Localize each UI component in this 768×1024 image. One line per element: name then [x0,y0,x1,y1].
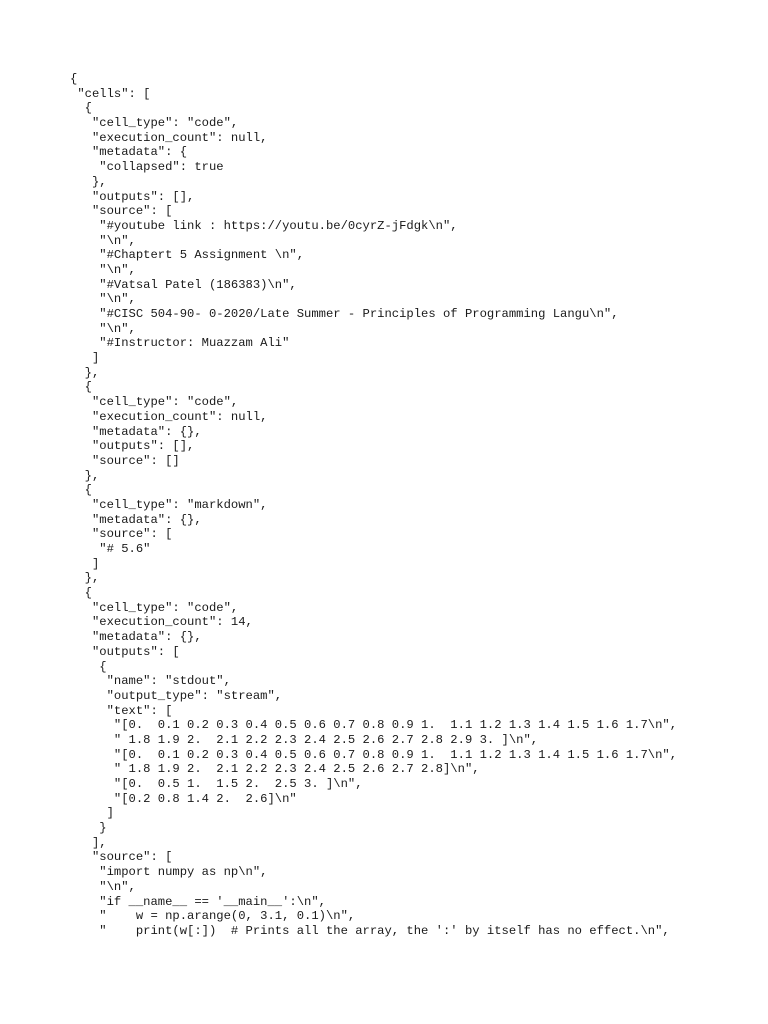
code-line: "text": [ [70,703,173,718]
code-line: "execution_count": null, [70,130,268,145]
code-line: " 1.8 1.9 2. 2.1 2.2 2.3 2.4 2.5 2.6 2.7 2.8]\n", [70,762,480,777]
code-line: "metadata": {}, [70,424,202,439]
code-line: "source": [ [70,850,173,865]
code-line: "import numpy as np\n", [70,865,268,880]
code-line: "cell_type": "markdown", [70,497,268,512]
code-line: "execution_count": 14, [70,615,253,630]
code-line: "collapsed": true [70,160,224,175]
code-line: "#Vatsal Patel (186383)\n", [70,277,297,292]
code-line: "\n", [70,292,136,307]
code-line: " 1.8 1.9 2. 2.1 2.2 2.3 2.4 2.5 2.6 2.7 2.8 2.9 3. ]\n", [70,732,539,747]
code-line: "#Chaptert 5 Assignment \n", [70,248,305,263]
code-line: "cell_type": "code", [70,395,239,410]
code-line: { [70,72,78,86]
code-line: "[0. 0.5 1. 1.5 2. 2.5 3. ]\n", [70,777,363,791]
code-line: { [70,101,92,116]
code-line: }, [70,365,100,380]
code-line: }, [70,571,100,586]
code-line: "outputs": [], [70,439,195,454]
code-line: "#CISC 504-90- 0-2020/Late Summer - Principles of Programming Langu\n", [70,307,619,321]
code-line: "\n", [70,879,136,894]
code-line: "source": [ [70,204,173,219]
code-line: "execution_count": null, [70,409,268,424]
code-line: "\n", [70,233,136,248]
code-line: "metadata": {}, [70,512,202,527]
code-line: { [70,380,92,395]
code-line: "#youtube link : https://youtu.be/0cyrZ-jFdgk\n", [70,218,458,233]
code-line: { [70,586,92,601]
code-line: "[0. 0.1 0.2 0.3 0.4 0.5 0.6 0.7 0.8 0.9 1. 1.1 1.2 1.3 1.4 1.5 1.6 1.7\n", [70,718,678,733]
code-line: "cell_type": "code", [70,600,239,615]
code-line: { [70,483,92,498]
code-line: "name": "stdout", [70,674,231,689]
code-line: "metadata": { [70,145,188,160]
code-line: "source": [ [70,527,173,542]
code-line: ] [70,806,114,821]
code-line: ] [70,351,100,366]
notebook-json-source [70,72,750,939]
code-line: "metadata": {}, [70,630,202,645]
code-line: " w = np.arange(0, 3.1, 0.1)\n", [70,909,356,924]
code-line: "[0. 0.1 0.2 0.3 0.4 0.5 0.6 0.7 0.8 0.9 1. 1.1 1.2 1.3 1.4 1.5 1.6 1.7\n", [70,747,678,762]
code-line: "output_type": "stream", [70,688,283,703]
code-line: ], [70,835,107,850]
code-line: "source": [] [70,453,180,468]
code-line: "cells": [ [70,86,151,101]
code-line: "#Instructor: Muazzam Ali" [70,336,290,351]
code-line: "\n", [70,321,136,336]
code-line: } [70,821,107,836]
code-line: "outputs": [ [70,644,180,659]
code-line: "[0.2 0.8 1.4 2. 2.6]\n" [70,791,297,806]
code-line: }, [70,468,100,483]
code-line: "if __name__ == '__main__':\n", [70,894,326,909]
code-line: "\n", [70,262,136,277]
code-line: { [70,659,107,674]
code-line: "cell_type": "code", [70,116,239,131]
code-line: ] [70,556,100,571]
code-line: "outputs": [], [70,189,195,204]
code-line: }, [70,174,107,189]
code-line: "# 5.6" [70,542,151,556]
code-line: " print(w[:]) # Prints all the array, the ':' by itself has no effect.\n", [70,923,670,938]
